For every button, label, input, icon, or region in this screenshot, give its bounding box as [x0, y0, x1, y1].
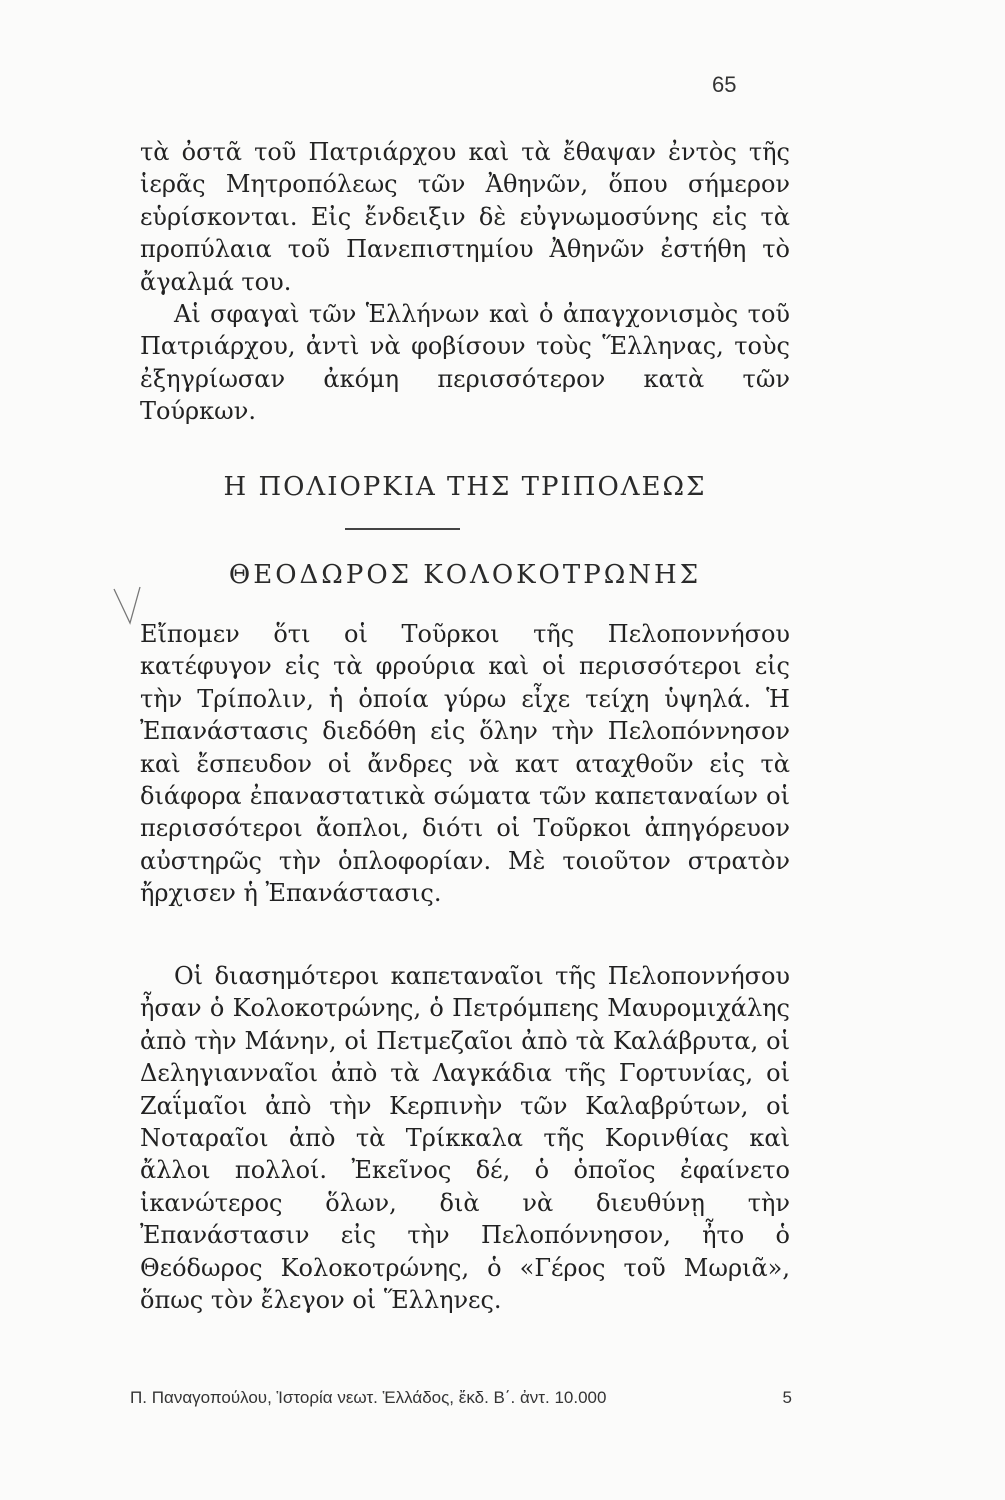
paragraph-2-text: Αἱ σφαγαὶ τῶν Ἑλλήνων καὶ ὁ ἀπαγχονισμὸς τοῦ Πατριάρχου, ἀντὶ νὰ φοβίσουν τοὺς Ἕλληνας, τοὺς ἐξηγρίωσαν ἀκόμη περισσότερον κατὰ τῶν Τούρκων. [140, 300, 790, 426]
subsection-title: ΘΕΟΔΩΡΟΣ ΚΟΛΟΚΟΤΡΩΝΗΣ [228, 560, 702, 590]
footer-text: Π. Παναγοπούλου, Ἱστορία νεωτ. Ἑλλάδος, ἔκδ. Β΄. ἀντ. 10.000 [130, 1388, 607, 1407]
paragraph-4-text: Οἱ διασημότεροι καπεταναῖοι τῆς Πελοποννήσου ἦσαν ὁ Κολοκοτρώνης, ὁ Πετρόμπεης Μαυρομιχάλης ἀπὸ τὴν Μάνην, οἱ Πετμεζαῖοι ἀπὸ τὰ Καλάβρυτα, οἱ Δεληγιανναῖοι ἀπὸ τὰ Λαγκάδια τῆς Γορτυνίας, οἱ Ζαΐμαῖοι ἀπὸ τὴν Κερπινὴν τῶν Καλαβρύτων, οἱ Νοταραῖοι ἀπὸ τὰ Τρίκκαλα τῆς Κορινθίας καὶ ἄλλοι πολλοί. Ἐκεῖνος δέ, ὁ ὁποῖος ἐφαίνετο ἱκανώτερος ὅλων, διὰ νὰ διευθύνῃ τὴν Ἐπανάστασιν εἰς τὴν Πελοπόννησον, ἦτο ὁ Θεόδωρος Κολοκοτρώνης, ὁ «Γέρος τοῦ Μωριᾶ», ὅπως τὸν ἔλεγον οἱ Ἕλληνες. [140, 962, 790, 1315]
pencil-mark-icon [112, 585, 142, 625]
footer-signature-line [130, 1388, 792, 1408]
printer-signature: 5 [782, 1388, 792, 1407]
paragraph-4 [140, 960, 790, 1316]
section-title: Η ΠΟΛΙΟΡΚΙΑ ΤΗΣ ΤΡΙΠΟΛΕΩΣ [223, 472, 707, 502]
paragraph-2 [140, 298, 790, 428]
paragraph-1: τὰ ὀστᾶ τοῦ Πατριάρχου καὶ τὰ ἔθαψαν ἐντὸς τῆς ἱερᾶς Μητροπόλεως τῶν Ἀθηνῶν, ὅπου σήμερον εὑρίσκονται. Εἰς ἔνδειξιν δὲ εὐγνωμοσύνης εἰς τὰ προπύλαια τοῦ Πανεπιστημίου Ἀθηνῶν ἐστήθη τὸ ἄγαλμά του. [140, 138, 790, 296]
title-divider [345, 528, 460, 530]
paragraph-3: Εἴπομεν ὅτι οἱ Τοῦρκοι τῆς Πελοποννήσου κατέφυγον εἰς τὰ φρούρια καὶ οἱ περισσότεροι εἰς τὴν Τρίπολιν, ἡ ὁποία γύρω εἶχε τείχη ὑψηλά. Ἡ Ἐπανάστασις διεδόθη εἰς ὅλην τὴν Πελοπόννησον καὶ ἔσπευδον οἱ ἄνδρες νὰ κατ αταχθοῦν εἰς τὰ διάφορα ἐπαναστατικὰ σώματα τῶν καπεταναίων οἱ περισσότεροι ἄοπλοι, διότι οἱ Τοῦρκοι ἀπηγόρευον αὐστηρῶς τὴν ὁπλοφορίαν. Μὲ τοιοῦτον στρατὸν ἤρχισεν ἡ Ἐπανάστασις. [140, 620, 790, 908]
page-number: 65 [712, 72, 737, 97]
